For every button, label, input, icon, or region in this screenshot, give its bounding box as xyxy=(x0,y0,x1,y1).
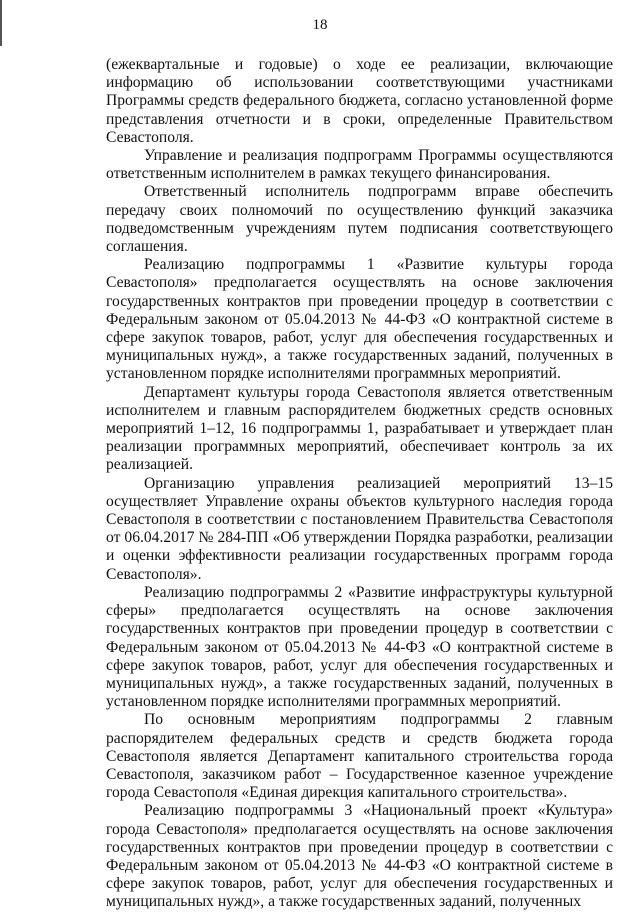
paragraph: По основным мероприятиям подпрограммы 2 главным распорядителем федеральных средств и средств бюджета города Севастополя является Департамент капитального строительства города Севастополя, заказчиком работ – Государственное казенное учреждение города Севастополя «Единая дирекция капитального строительства». xyxy=(106,711,613,802)
body-text xyxy=(106,56,613,912)
paragraph: Департамент культуры города Севастополя является ответственным исполнителем и главным распорядителем бюджетных средств основных мероприятий 1–12, 16 подпрограммы 1, разрабатывает и утверждает план реализации программных мероприятий, обеспечивает контроль за их реализацией. xyxy=(106,383,613,474)
paragraph: Реализацию подпрограммы 3 «Национальный проект «Культура» города Севастополя» предполагается осуществлять на основе заключения государственных контрактов при проведении процедур в соответствии с Федеральным законом от 05.04.2013 № 44-ФЗ «О контрактной системе в сфере закупок товаров, работ, услуг для обеспечения государственных и муниципальных нужд», а также государственных заданий, полученных xyxy=(106,802,613,911)
paragraph: Реализацию подпрограммы 2 «Развитие инфраструктуры культурной сферы» предполагается осуществлять на основе заключения государственных контрактов при проведении процедур в соответствии с Федеральным законом от 05.04.2013 № 44-ФЗ «О контрактной системе в сфере закупок товаров, работ, услуг для обеспечения государственных и муниципальных нужд», а также государственных заданий, полученных в установленном порядке исполнителями программных мероприятий. xyxy=(106,583,613,711)
page-number: 18 xyxy=(312,17,328,33)
paragraph: Организацию управления реализацией мероприятий 13–15 осуществляет Управление охраны объектов культурного наследия города Севастополя в соответствии с постановлением Правительства Севастополя от 06.04.2017 № 284-ПП «Об утверждении Порядка разработки, реализации и оценки эффективности реализации государственных программ города Севастополя». xyxy=(106,474,613,583)
paragraph: (ежеквартальные и годовые) о ходе ее реализации, включающие информацию об использовании соответствующими участниками Программы средств федерального бюджета, согласно установленной форме представления отчетности и в сроки, определенные Правительством Севастополя. xyxy=(106,56,613,146)
paragraph: Ответственный исполнитель подпрограмм вправе обеспечить передачу своих полномочий по осуществлению функций заказчика подведомственным учреждениям путем подписания соответствующего соглашения. xyxy=(106,183,613,256)
paragraph: Управление и реализация подпрограмм Программы осуществляются ответственным исполнителем в рамках текущего финансирования. xyxy=(106,147,613,183)
paragraph: Реализацию подпрограммы 1 «Развитие культуры города Севастополя» предполагается осуществлять на основе заключения государственных контрактов при проведении процедур в соответствии с Федеральным законом от 05.04.2013 № 44-ФЗ «О контрактной системе в сфере закупок товаров, работ, услуг для обеспечения государственных и муниципальных нужд», а также государственных заданий, полученных в установленном порядке исполнителями программных мероприятий. xyxy=(106,256,613,383)
